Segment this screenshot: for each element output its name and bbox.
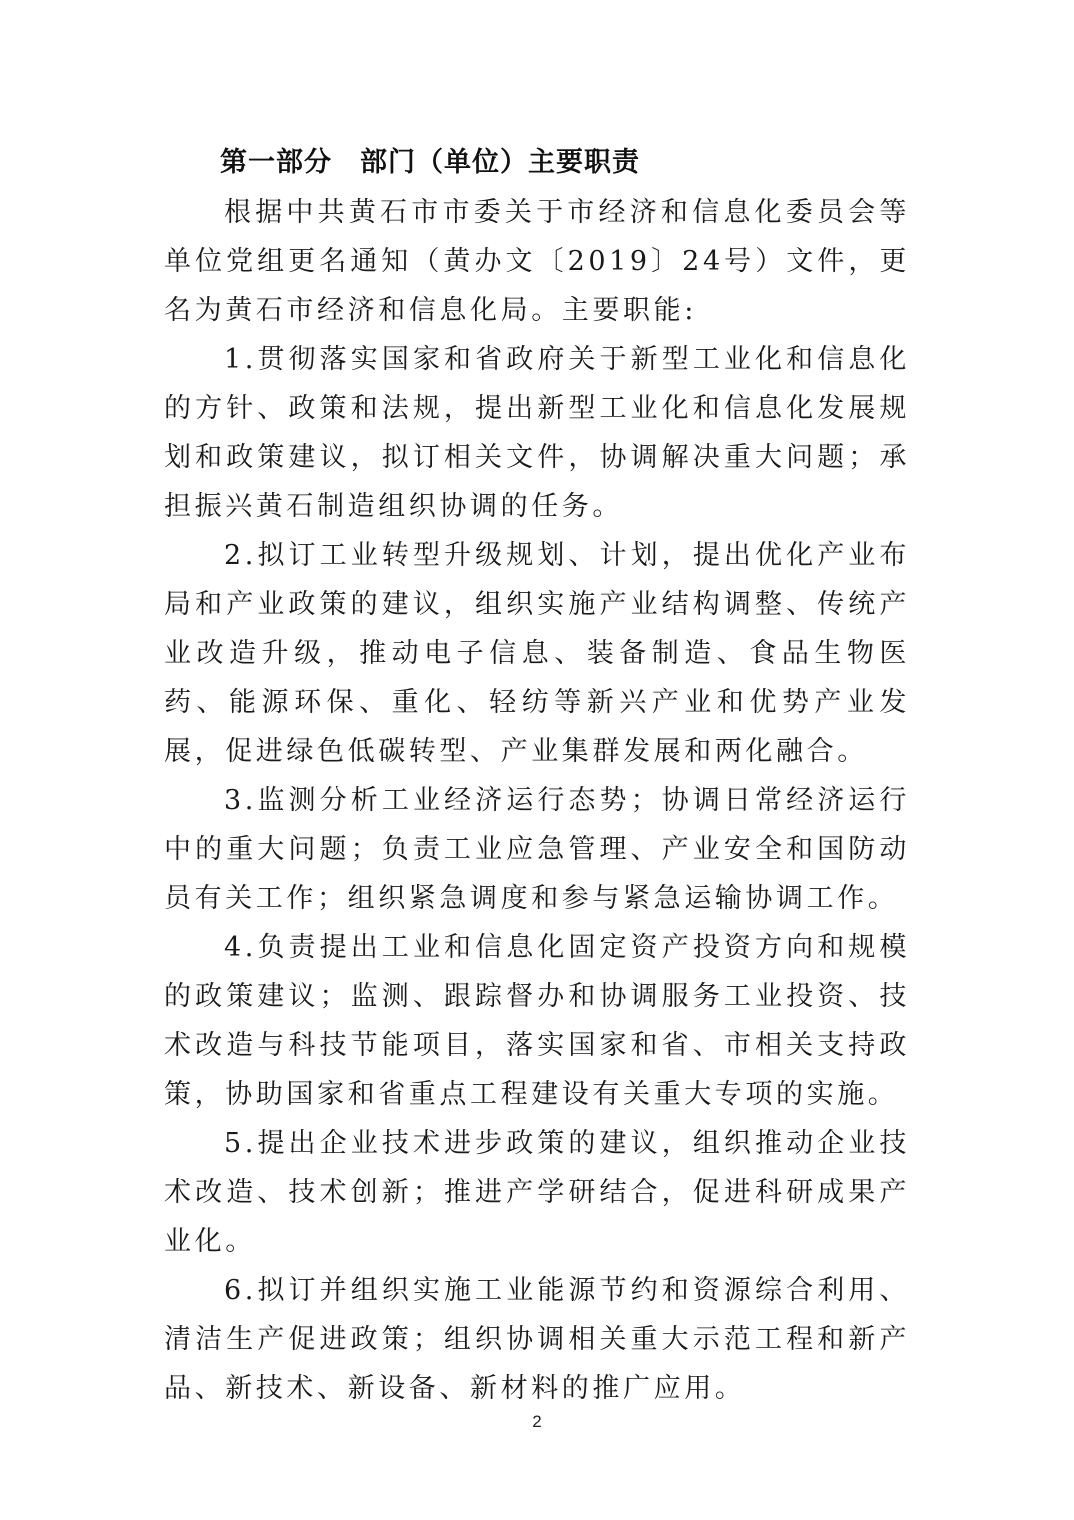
duty-item-2: 2.拟订工业转型升级规划、计划，提出优化产业布局和产业政策的建议，组织实施产业结构调整、传统产业改造升级，推动电子信息、装备制造、食品生物医药、能源环保、重化、轻纺等新兴产业和优势产业发展，促进绿色低碳转型、产业集群发展和两化融合。 bbox=[164, 540, 910, 767]
duty-item-3: 3.监测分析工业经济运行态势；协调日常经济运行中的重大问题；负责工业应急管理、产业安全和国防动员有关工作；组织紧急调度和参与紧急运输协调工作。 bbox=[164, 785, 910, 914]
duty-item-4: 4.负责提出工业和信息化固定资产投资方向和规模的政策建议；监测、跟踪督办和协调服务工业投资、技术改造与科技节能项目，落实国家和省、市相关支持政策，协助国家和省重点工程建设有关重大专项的实施。 bbox=[164, 932, 910, 1110]
page-number: 2 bbox=[532, 1412, 542, 1431]
duty-item-6: 6.拟订并组织实施工业能源节约和资源综合利用、清洁生产促进政策；组织协调相关重大示范工程和新产品、新技术、新设备、新材料的推广应用。 bbox=[164, 1275, 910, 1404]
duty-item-1: 1.贯彻落实国家和省政府关于新型工业化和信息化的方针、政策和法规，提出新型工业化和信息化发展规划和政策建议，拟订相关文件，协调解决重大问题；承担振兴黄石制造组织协调的任务。 bbox=[164, 344, 910, 522]
duty-item-5: 5.提出企业技术进步政策的建议，组织推动企业技术改造、技术创新；推进产学研结合，促进科研成果产业化。 bbox=[164, 1128, 910, 1257]
intro-paragraph: 根据中共黄石市市委关于市经济和信息化委员会等单位党组更名通知（黄办文〔2019〕24号）文件，更名为黄石市经济和信息化局。主要职能: bbox=[164, 197, 910, 326]
page-content bbox=[164, 138, 910, 1413]
section-heading: 第一部分 部门（单位）主要职责 bbox=[220, 147, 640, 178]
